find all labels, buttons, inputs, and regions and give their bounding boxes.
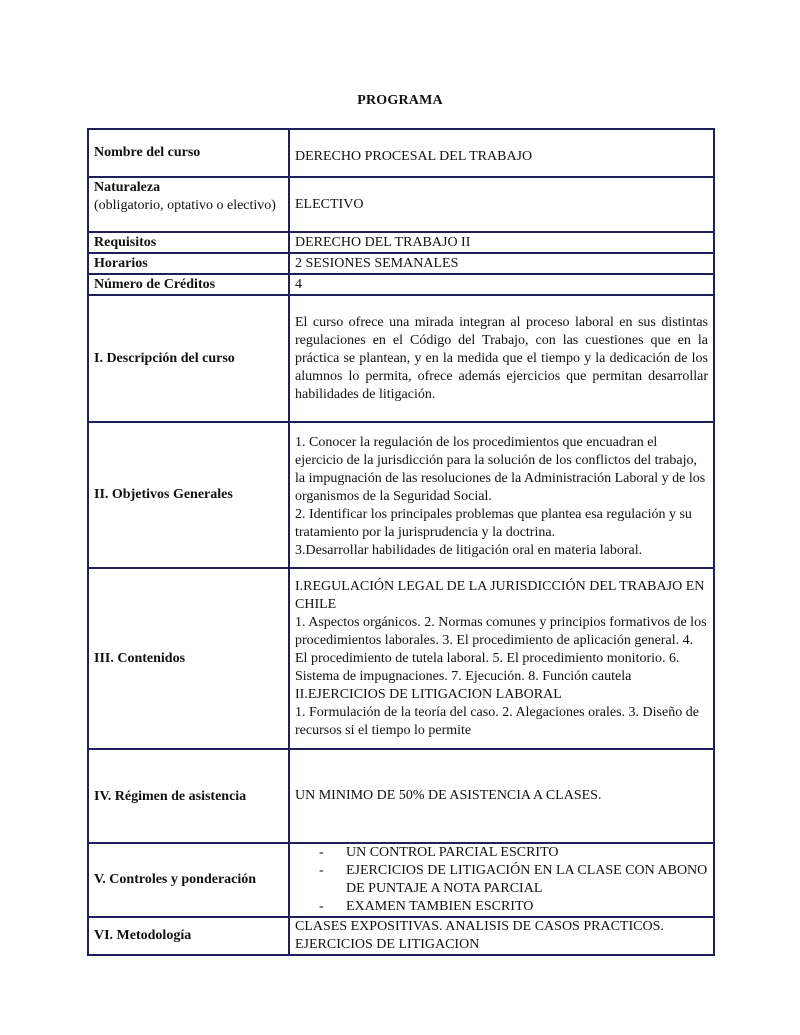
row-label-nombre: Nombre del curso	[88, 129, 289, 177]
row-label-horarios: Horarios	[88, 253, 289, 274]
list-item: - EXAMEN TAMBIEN ESCRITO	[319, 898, 708, 916]
table-row	[88, 177, 714, 232]
row-value-objetivos	[289, 422, 714, 568]
program-table	[87, 128, 715, 956]
controls-list	[295, 844, 708, 916]
content-item: 1. Aspectos orgánicos. 2. Normas comunes y principios formativos de los procedimientos laborales. 3. El procedimiento de aplicación general. 4. El procedimiento de tutela laboral. 5. El procedimiento monitorio. 6. Sistema de impugnaciones. 7. Ejecución. 8. Función cautela	[295, 615, 707, 684]
table-row	[88, 843, 714, 917]
table-row	[88, 253, 714, 274]
naturaleza-sublabel: (obligatorio, optativo o electivo)	[94, 198, 276, 213]
table-row	[88, 749, 714, 843]
table-row	[88, 568, 714, 749]
row-label-descripcion: I. Descripción del curso	[88, 295, 289, 422]
table-row	[88, 295, 714, 422]
row-label-creditos: Número de Créditos	[88, 274, 289, 295]
row-label-metodologia: VI. Metodología	[88, 917, 289, 955]
list-item: - UN CONTROL PARCIAL ESCRITO	[319, 844, 708, 862]
objective-item: 2. Identificar los principales problemas que plantea esa regulación y su tratamiento por la jurisprudencia y la doctrina.	[295, 506, 692, 540]
row-value-contenidos	[289, 568, 714, 749]
table-row	[88, 917, 714, 955]
page-title: PROGRAMA	[357, 93, 443, 108]
row-label-objetivos: II. Objetivos Generales	[88, 422, 289, 568]
naturaleza-label: Naturaleza	[94, 180, 161, 195]
course-name: DERECHO PROCESAL DEL TRABAJO	[295, 149, 533, 164]
table-row	[88, 422, 714, 568]
objective-item: 3.Desarrollar habilidades de litigación oral en materia laboral.	[295, 542, 643, 558]
row-value-descripcion: El curso ofrece una mirada integran al proceso laboral en sus distintas regulaciones en el Código del Trabajo, con las cuestiones que en la práctica se plantean, y en la medida que el tiempo y la dedicación de los alumnos lo permita, ofrece además ejercicios que permitan desarrollar habilidades de litigación.	[289, 295, 714, 422]
row-label-contenidos: III. Contenidos	[88, 568, 289, 749]
row-value-naturaleza: ELECTIVO	[289, 177, 714, 232]
row-value-requisitos: DERECHO DEL TRABAJO II	[289, 232, 714, 253]
row-label-requisitos: Requisitos	[88, 232, 289, 253]
row-label-controles: V. Controles y ponderación	[88, 843, 289, 917]
row-value-asistencia: UN MINIMO DE 50% DE ASISTENCIA A CLASES.	[289, 749, 714, 843]
row-value-controles	[289, 843, 714, 917]
row-value-metodologia: CLASES EXPOSITIVAS. ANALISIS DE CASOS PRACTICOS. EJERCICIOS DE LITIGACION	[289, 917, 714, 955]
list-item: - EJERCICIOS DE LITIGACIÓN EN LA CLASE CON ABONO DE PUNTAJE A NOTA PARCIAL	[319, 862, 708, 898]
row-value-creditos: 4	[289, 274, 714, 295]
table-row	[88, 232, 714, 253]
row-value-horarios: 2 SESIONES SEMANALES	[289, 253, 714, 274]
row-label-naturaleza	[88, 177, 289, 232]
table-row	[88, 129, 714, 177]
row-label-asistencia: IV. Régimen de asistencia	[88, 749, 289, 843]
content-item: 1. Formulación de la teoría del caso. 2. Alegaciones orales. 3. Diseño de recursos si el tiempo lo permite	[295, 705, 699, 738]
row-value-nombre	[289, 129, 714, 177]
content-heading: II.EJERCICIOS DE LITIGACION LABORAL	[295, 687, 562, 702]
table-row	[88, 274, 714, 295]
objective-item: 1. Conocer la regulación de los procedimientos que encuadran el ejercicio de la jurisdicción para la solución de los conflictos del trabajo, la impugnación de las resoluciones de la Administración Laboral y de los organismos de la Seguridad Social.	[295, 434, 706, 504]
content-heading: I.REGULACIÓN LEGAL DE LA JURISDICCIÓN DEL TRABAJO EN CHILE	[295, 579, 705, 612]
